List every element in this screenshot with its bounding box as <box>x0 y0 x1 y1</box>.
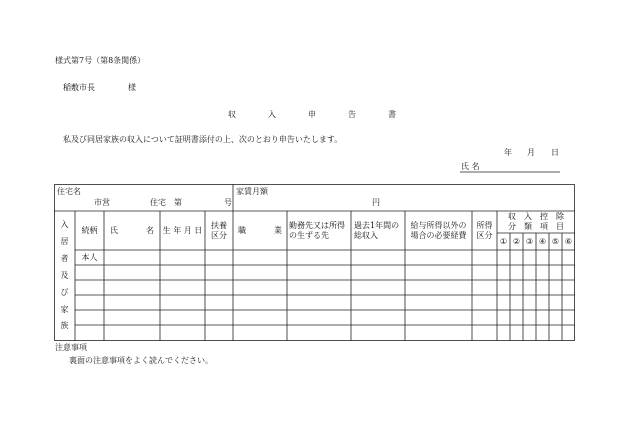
date-month: 月 <box>527 148 535 157</box>
rent-unit: 円 <box>372 198 380 207</box>
row-self-relation: 本人 <box>81 252 98 262</box>
date-day: 日 <box>551 148 559 157</box>
document-title: 収入申告書 <box>228 110 428 119</box>
table-frame <box>55 185 575 341</box>
header-annual-income: 過去1年間の 総収入 <box>354 220 400 240</box>
address-city: 市営 <box>94 198 110 207</box>
statement: 私及び同居家族の収入について証明書添付の上、次のとおり申告いたします。 <box>63 135 343 144</box>
address-label: 住宅名 <box>57 187 81 196</box>
residents-side-label: 入 居 者 及 び 家 族 <box>60 220 69 331</box>
rent-label: 家賃月額 <box>236 187 268 196</box>
address-house: 住宅 第 <box>150 198 182 207</box>
header-deduction: 収 入 控 除 分 類 項 目 <box>508 212 564 231</box>
notes-title: 注意事項 <box>55 343 87 352</box>
deduction-item-4: ④ <box>538 236 547 246</box>
date-year: 年 <box>504 148 512 157</box>
addressee-honorific: 様 <box>128 83 136 92</box>
form-number: 様式第7号（第8条関係） <box>55 56 146 65</box>
header-income-category: 所得 区分 <box>476 220 493 240</box>
header-expenses: 給与所得以外の 場合の必要経費 <box>410 220 467 240</box>
deduction-item-2: ② <box>512 236 521 246</box>
deduction-item-5: ⑤ <box>551 236 560 246</box>
header-workplace: 勤務先又は所得 の生ずる先 <box>289 220 345 240</box>
addressee: 稲敷市長 <box>63 83 95 92</box>
header-birthdate: 生 年 月 日 <box>162 225 203 235</box>
header-relation: 続柄 <box>81 225 98 235</box>
notes-body: 裏面の注意事項をよく読んでください。 <box>69 356 213 365</box>
address-number: 号 <box>224 198 232 207</box>
header-occupation: 職 業 <box>238 225 282 235</box>
deduction-item-1: ① <box>499 236 508 246</box>
deduction-item-6: ⑥ <box>564 236 573 246</box>
deduction-item-3: ③ <box>525 236 534 246</box>
header-name: 氏 名 <box>110 225 154 235</box>
name-label: 氏 名 <box>461 162 480 171</box>
header-dependent: 扶養 区分 <box>211 220 227 240</box>
